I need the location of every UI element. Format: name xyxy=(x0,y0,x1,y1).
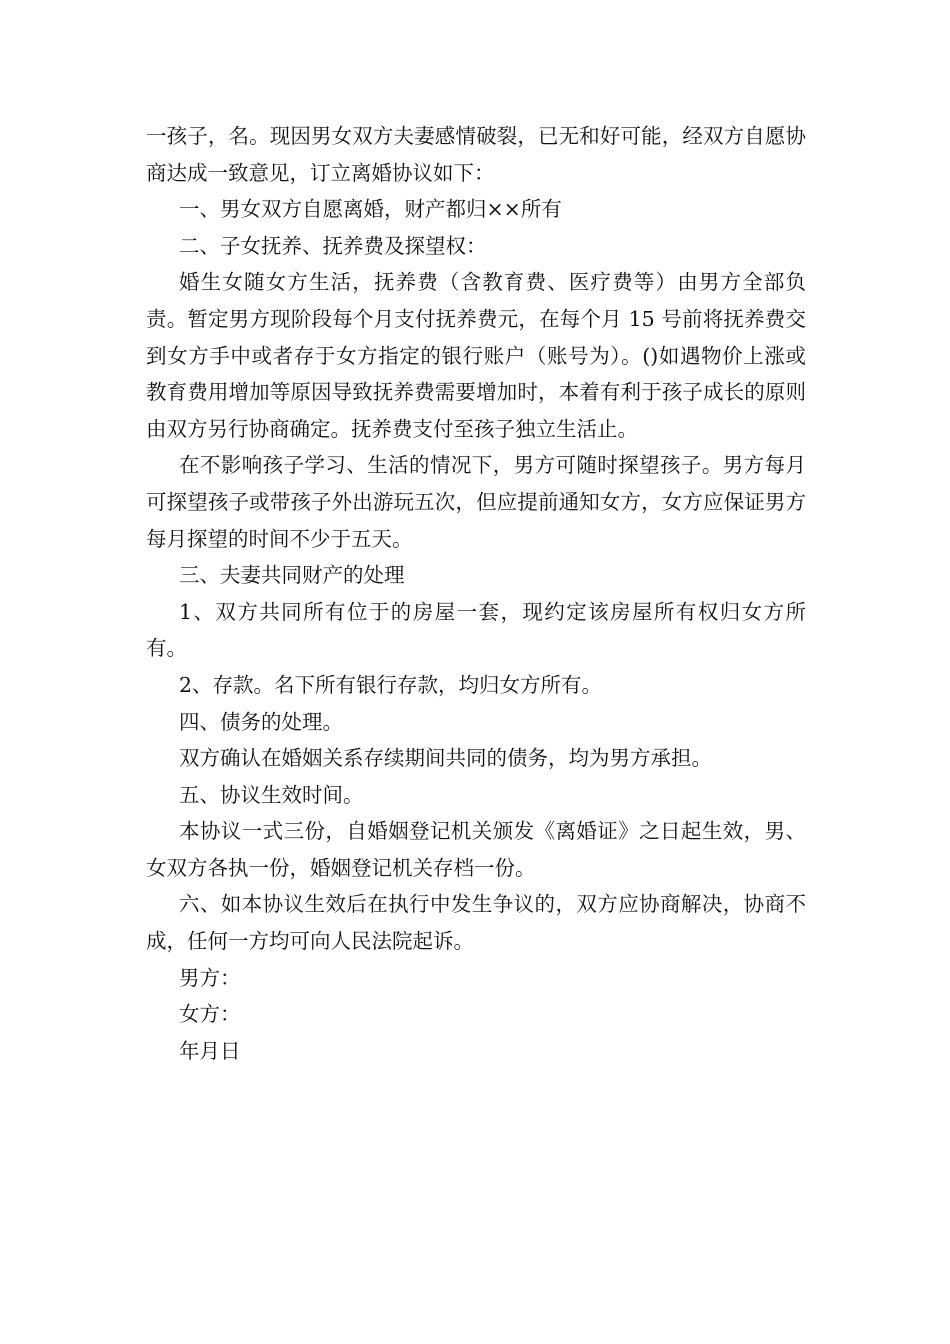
clause-6-dispute-resolution: 六、如本协议生效后在执行中发生争议的，双方应协商解决，协商不成，任何一方均可向人民法院起诉。 xyxy=(146,892,806,954)
paragraph-effective-date-details: 本协议一式三份，自婚姻登记机关颁发《离婚证》之日起生效，男、女双方各执一份，婚姻登记机关存档一份。 xyxy=(146,819,806,880)
date-line: 年月日 xyxy=(179,1038,241,1063)
signature-line-husband: 男方： xyxy=(179,965,241,990)
paragraph-intro-continued: 一孩子，名。现因男女双方夫妻感情破裂，已无和好可能，经双方自愿协商达成一致意见，订立离婚协议如下： xyxy=(146,124,806,185)
paragraph-property-house: 1、双方共同所有位于的房屋一套，现约定该房屋所有权归女方所有。 xyxy=(146,599,806,661)
clause-5-heading-effective-date: 五、协议生效时间。 xyxy=(179,782,364,807)
paragraph-child-support-details: 婚生女随女方生活，抚养费（含教育费、医疗费等）由男方全部负责。暂定男方现阶段每个月支付抚养费元，在每个月 15 号前将抚养费交到女方手中或者存于女方指定的银行账户（账号为）。()如遇物价上涨或教育费用增加等原因导致抚养费需要增加时，本着有利于孩子成长的原则由双方另行协商确定。抚养费支付至孩子独立生活止。 xyxy=(146,270,806,441)
clause-4-heading-debts: 四、债务的处理。 xyxy=(179,709,343,734)
clause-3-heading-joint-property: 三、夫妻共同财产的处理 xyxy=(179,563,405,588)
paragraph-visitation-rights: 在不影响孩子学习、生活的情况下，男方可随时探望孩子。男方每月可探望孩子或带孩子外出游玩五次，但应提前通知女方，女方应保证男方每月探望的时间不少于五天。 xyxy=(146,453,806,551)
paragraph-debts-details: 双方确认在婚姻关系存续期间共同的债务，均为男方承担。 xyxy=(179,746,712,771)
document-body xyxy=(146,118,806,1069)
clause-2-heading-child-support: 二、子女抚养、抚养费及探望权： xyxy=(179,233,487,258)
clause-1-voluntary-divorce: 一、男女双方自愿离婚，财产都归××所有 xyxy=(179,197,562,222)
paragraph-property-deposits: 2、存款。名下所有银行存款，均归女方所有。 xyxy=(179,672,603,697)
signature-line-wife: 女方： xyxy=(179,1002,241,1027)
